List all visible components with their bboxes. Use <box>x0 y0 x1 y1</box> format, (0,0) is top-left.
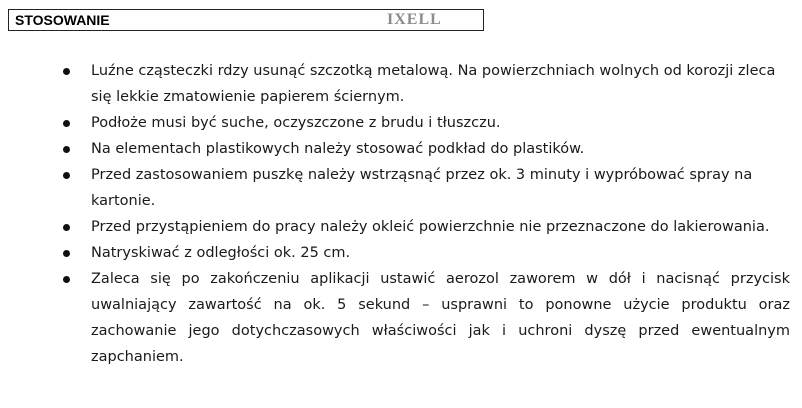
list-item-text: Zaleca się po zakończeniu aplikacji ustawić aerozol zaworem w dół i nacisnąć przycisk uwalniający zawartość na ok. 5 sekund – usprawni to ponowne użycie produktu oraz zachowanie jego dotychczasowych właściwości jak i uchroni dyszę przed ewentualnym zapchaniem. <box>91 271 790 365</box>
bullet-icon <box>63 120 70 127</box>
brand-logo: IXELL <box>387 11 442 28</box>
list-item-text: Luźne cząsteczki rdzy usunąć szczotką metalową. Na powierzchniach wolnych od korozji zleca się lekkie zmatowienie papierem ściernym. <box>91 63 776 105</box>
section-header <box>8 9 484 31</box>
bullet-icon <box>63 250 70 257</box>
bullet-icon <box>63 68 70 75</box>
list-item <box>60 162 790 214</box>
list-item <box>60 266 790 370</box>
usage-instructions-list <box>60 58 790 370</box>
list-item-text: Przed przystąpieniem do pracy należy okleić powierzchnie nie przeznaczone do lakierowania. <box>91 219 770 235</box>
list-item-text: Podłoże musi być suche, oczyszczone z brudu i tłuszczu. <box>91 115 501 131</box>
list-item <box>60 214 790 240</box>
list-item <box>60 240 790 266</box>
list-item <box>60 58 790 110</box>
section-title: STOSOWANIE <box>15 12 110 28</box>
list-item-text: Natryskiwać z odległości ok. 25 cm. <box>91 245 351 261</box>
list-item-text: Na elementach plastikowych należy stosować podkład do plastików. <box>91 141 585 157</box>
list-item-text: Przed zastosowaniem puszkę należy wstrząsnąć przez ok. 3 minuty i wypróbować spray na kartonie. <box>91 167 753 209</box>
bullet-icon <box>63 146 70 153</box>
list-item <box>60 110 790 136</box>
bullet-icon <box>63 224 70 231</box>
bullet-icon <box>63 276 70 283</box>
list-item <box>60 136 790 162</box>
bullet-icon <box>63 172 70 179</box>
